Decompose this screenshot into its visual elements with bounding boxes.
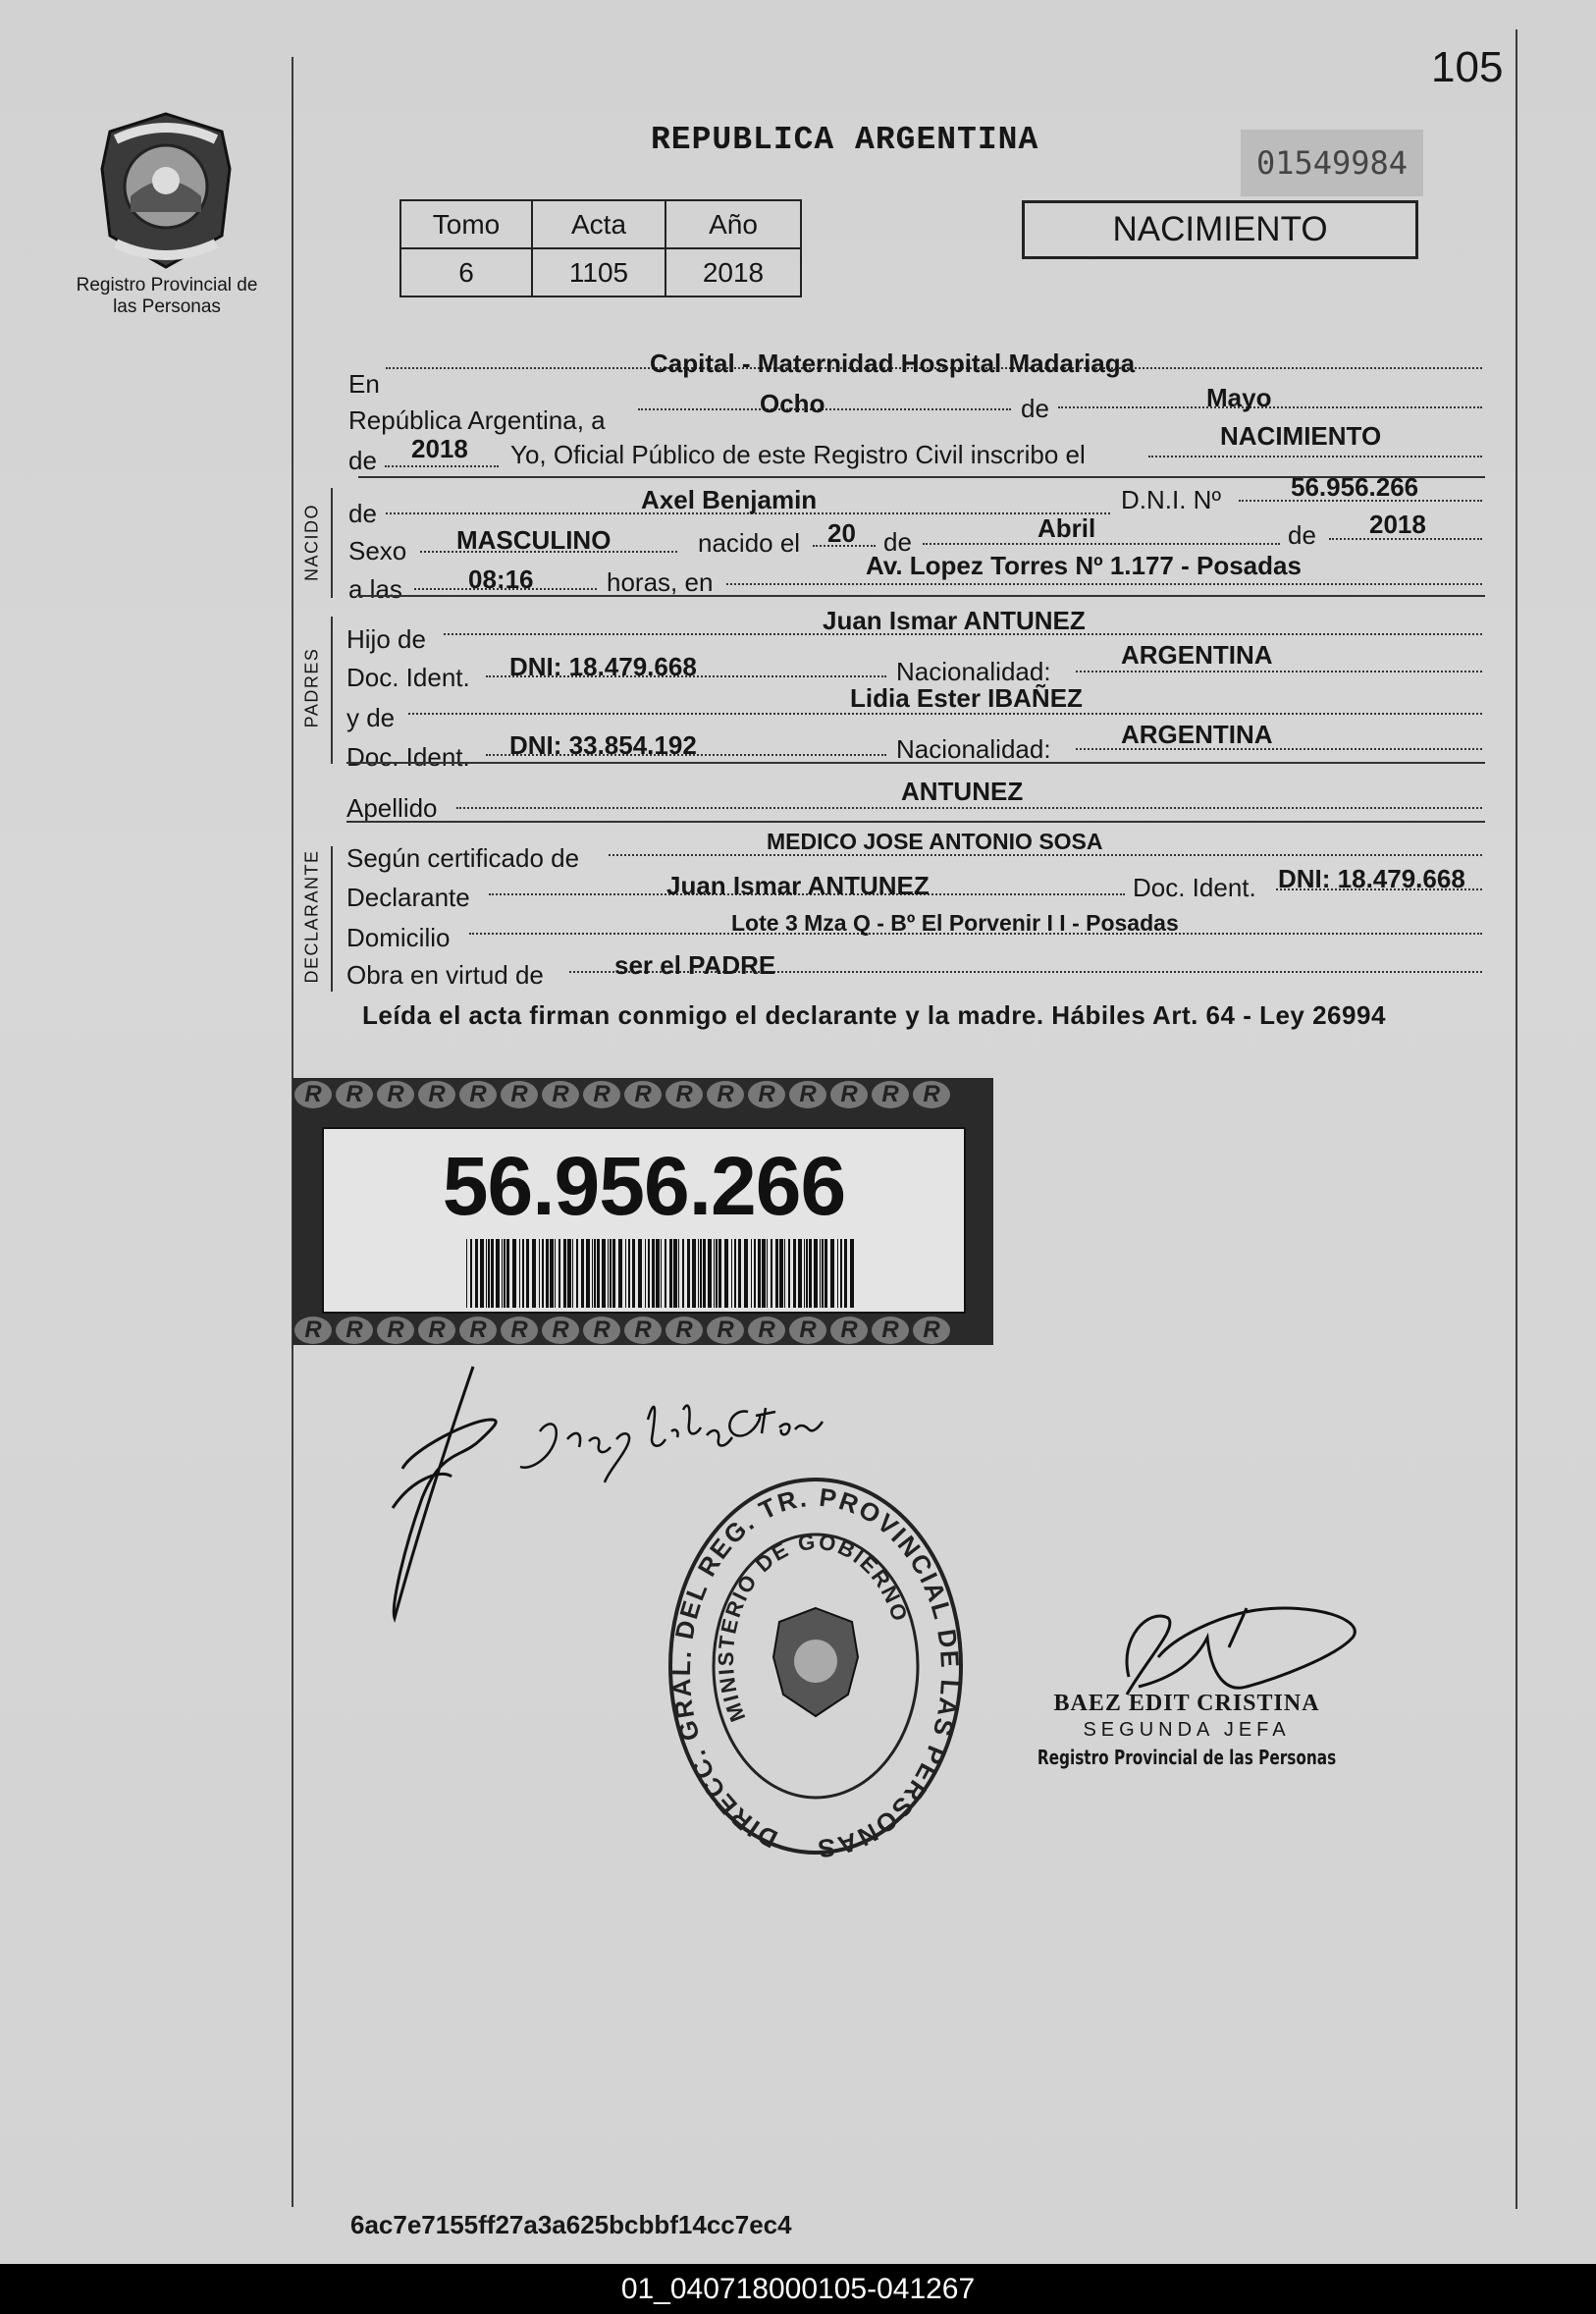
barcode-bar	[775, 1239, 778, 1308]
barcode-bar	[550, 1239, 554, 1308]
label-republica: República Argentina, a	[348, 405, 606, 435]
pattern-letter: R	[872, 1317, 909, 1344]
label-en: En	[348, 369, 380, 399]
volume-table	[399, 199, 802, 297]
barcode-bar	[822, 1239, 824, 1308]
pattern-letter: R	[418, 1317, 455, 1344]
barcode-bar	[592, 1239, 593, 1308]
label-horas-en: horas, en	[607, 567, 714, 597]
barcode-bar	[840, 1239, 842, 1308]
volume-header-acta: Acta	[532, 200, 665, 248]
pattern-letter: R	[665, 1081, 703, 1108]
barcode-bar	[804, 1239, 805, 1308]
side-label-declarante: DECLARANTE	[301, 849, 322, 984]
barcode-bar	[602, 1239, 606, 1308]
page-number: 105	[1431, 43, 1504, 91]
barcode-bar	[546, 1239, 549, 1308]
pattern-letter: R	[707, 1317, 744, 1344]
barcode-bar	[526, 1239, 529, 1308]
barcode-bar	[572, 1239, 573, 1308]
barcode-bar	[716, 1239, 718, 1308]
value-father-nationality: ARGENTINA	[1121, 640, 1273, 670]
barcode-bar	[475, 1239, 478, 1308]
barcode-bar	[809, 1239, 812, 1308]
pattern-letter: R	[913, 1317, 950, 1344]
pattern-letter: R	[872, 1081, 909, 1108]
section-bracket	[331, 488, 333, 598]
barcode-bar	[844, 1239, 847, 1308]
barcode-bar	[714, 1239, 715, 1308]
barcode-bar	[532, 1239, 536, 1308]
barcode-bar	[618, 1239, 622, 1308]
signatory-role: SEGUNDA JEFA	[1083, 1719, 1291, 1741]
right-margin-line	[1516, 29, 1517, 2209]
barcode-bar	[656, 1239, 660, 1308]
value-certificate: MEDICO JOSE ANTONIO SOSA	[767, 829, 1103, 854]
barcode-bar	[700, 1239, 702, 1308]
barcode-bar	[825, 1239, 827, 1308]
dotted-line	[1148, 456, 1482, 457]
barcode-bar	[751, 1239, 752, 1308]
barcode-bar	[555, 1239, 556, 1308]
barcode-bar	[470, 1239, 472, 1308]
section-rule	[346, 762, 1485, 764]
barcode-bar	[738, 1239, 741, 1308]
section-rule	[358, 595, 1485, 597]
barcode-bar	[648, 1239, 650, 1308]
label-obra-en-virtud: Obra en virtud de	[346, 960, 544, 990]
value-father-name: Juan Ismar ANTUNEZ	[823, 606, 1086, 635]
barcode-bar	[669, 1239, 672, 1308]
value-birth-place: Av. Lopez Torres Nº 1.177 - Posadas	[866, 551, 1302, 580]
label-nacionalidad-2: Nacionalidad:	[896, 734, 1051, 764]
scan-footer-id: 01_040718000105-041267	[0, 2264, 1596, 2314]
value-surname: ANTUNEZ	[901, 777, 1024, 806]
barcode-bar	[512, 1239, 516, 1308]
misiones-crest-icon	[96, 110, 236, 277]
barcode-bar	[542, 1239, 544, 1308]
document-title: REPUBLICA ARGENTINA	[651, 122, 1039, 158]
barcode-bar	[491, 1239, 494, 1308]
barcode-bar	[638, 1239, 642, 1308]
dotted-line	[385, 465, 499, 467]
pattern-letter: R	[459, 1317, 497, 1344]
pattern-letter: R	[336, 1081, 373, 1108]
pattern-letter: R	[583, 1317, 620, 1344]
barcode-bar	[798, 1239, 802, 1308]
label-de-year: de	[348, 446, 377, 475]
value-birth-month: Abril	[1037, 513, 1096, 543]
barcode-bar	[830, 1239, 834, 1308]
barcode-bar	[665, 1239, 666, 1308]
pattern-letter: R	[748, 1317, 785, 1344]
barcode-bar	[687, 1239, 690, 1308]
barcode-bar	[682, 1239, 684, 1308]
side-label-nacido: NACIDO	[301, 504, 322, 582]
label-doc-ident-3: Doc. Ident.	[1133, 873, 1256, 902]
barcode-bar	[567, 1239, 571, 1308]
label-apellido: Apellido	[346, 793, 438, 823]
barcode-bar	[576, 1239, 578, 1308]
barcode-bar	[734, 1239, 736, 1308]
barcode-bar	[806, 1239, 808, 1308]
pattern-letter: R	[830, 1081, 868, 1108]
label-de-name: de	[348, 499, 377, 528]
barcode-bar	[661, 1239, 662, 1308]
barcode-bar	[788, 1239, 790, 1308]
section-bracket	[331, 846, 333, 992]
pattern-letter: R	[459, 1081, 497, 1108]
closing-note: Leída el acta firman conmigo el declarante y la madre. Hábiles Art. 64 - Ley 26994	[362, 1000, 1386, 1030]
volume-header-anio: Año	[665, 200, 801, 248]
value-mother-nationality: ARGENTINA	[1121, 720, 1273, 749]
value-declarant-name: Juan Ismar ANTUNEZ	[666, 871, 930, 900]
official-stamp	[665, 1475, 966, 1864]
label-dni: D.N.I. Nº	[1121, 485, 1221, 514]
pattern-letter: R	[624, 1317, 662, 1344]
pattern-letter: R	[336, 1317, 373, 1344]
section-rule	[346, 821, 1485, 823]
dni-sticker-number: 56.956.266	[442, 1140, 846, 1232]
label-nacido-el: nacido el	[698, 528, 801, 558]
value-declarant-doc: DNI: 18.479.668	[1278, 864, 1465, 893]
label-nacionalidad-1: Nacionalidad:	[896, 657, 1051, 686]
barcode-bar	[486, 1239, 487, 1308]
barcode-bar	[522, 1239, 524, 1308]
dotted-line	[923, 543, 1280, 545]
barcode-bar	[597, 1239, 600, 1308]
pattern-letter: R	[748, 1081, 785, 1108]
barcode-bar	[504, 1239, 505, 1308]
barcode-bar	[632, 1239, 635, 1308]
value-mother-name: Lidia Ester IBAÑEZ	[850, 683, 1083, 713]
signatory-block	[1011, 1691, 1362, 1769]
barcode-bar	[563, 1239, 566, 1308]
barcode-bar	[692, 1239, 696, 1308]
label-declarante: Declarante	[346, 883, 470, 912]
value-address: Lote 3 Mza Q - Bº El Porvenir I I - Posadas	[731, 910, 1179, 936]
label-hijo-de: Hijo de	[346, 624, 426, 654]
value-registration-month: Mayo	[1206, 383, 1272, 412]
barcode-bar	[625, 1239, 626, 1308]
barcode-bar	[612, 1239, 615, 1308]
value-birth-year: 2018	[1369, 510, 1426, 539]
volume-header-tomo: Tomo	[400, 200, 532, 248]
document-type-box: NACIMIENTO	[1022, 200, 1418, 259]
pattern-letter: R	[830, 1317, 868, 1344]
pattern-letter: R	[789, 1081, 826, 1108]
barcode-bar	[496, 1239, 500, 1308]
stamp-inner-text: MINISTERIO DE GOBIERNO	[713, 1529, 914, 1726]
barcode-bar	[784, 1239, 785, 1308]
value-act-type: NACIMIENTO	[1220, 421, 1382, 451]
pattern-letter: R	[418, 1081, 455, 1108]
label-de: de	[1021, 394, 1049, 423]
signatory-name: BAEZ EDIT CRISTINA	[1053, 1691, 1320, 1716]
barcode-bar	[779, 1239, 783, 1308]
dotted-line	[456, 807, 1482, 809]
barcode-bar	[502, 1239, 503, 1308]
pattern-letter: R	[789, 1317, 826, 1344]
barcode-bar	[837, 1239, 838, 1308]
volume-value-tomo: 6	[400, 248, 532, 296]
barcode-bar	[744, 1239, 748, 1308]
value-birth-day: 20	[827, 518, 856, 548]
barcode-bar	[703, 1239, 706, 1308]
section-bracket	[331, 617, 333, 764]
label-y-de: y de	[346, 703, 396, 732]
barcode-bar	[731, 1239, 732, 1308]
security-pattern-top	[293, 1078, 993, 1111]
pattern-letter: R	[294, 1081, 332, 1108]
barcode-bar	[488, 1239, 490, 1308]
barcode-bar	[708, 1239, 712, 1308]
barcode-bar	[610, 1239, 612, 1308]
pattern-letter: R	[624, 1081, 662, 1108]
barcode-bar	[559, 1239, 560, 1308]
barcode-bar	[767, 1239, 768, 1308]
pattern-letter: R	[377, 1317, 414, 1344]
value-mother-doc: DNI: 33.854.192	[509, 730, 697, 760]
barcode-bar	[850, 1239, 854, 1308]
barcode-bar	[718, 1239, 721, 1308]
barcode-icon	[466, 1239, 855, 1308]
pattern-letter: R	[707, 1081, 744, 1108]
pattern-letter: R	[542, 1317, 579, 1344]
barcode-bar	[581, 1239, 584, 1308]
label-de-day: de	[883, 527, 912, 557]
dotted-line	[1276, 888, 1482, 890]
side-label-padres: PADRES	[301, 647, 322, 728]
dotted-line	[726, 583, 1482, 585]
barcode-bar	[762, 1239, 766, 1308]
barcode-bar	[771, 1239, 772, 1308]
barcode-bar	[645, 1239, 646, 1308]
barcode-bar	[698, 1239, 699, 1308]
label-domicilio: Domicilio	[346, 923, 451, 952]
signatory-office: Registro Provincial de las Personas	[1037, 1746, 1337, 1769]
volume-value-anio: 2018	[665, 248, 801, 296]
barcode-bar	[628, 1239, 630, 1308]
pattern-letter: R	[294, 1317, 332, 1344]
label-a-las: a las	[348, 574, 402, 604]
barcode-bar	[652, 1239, 655, 1308]
dotted-line	[1076, 671, 1482, 673]
label-segun-certificado: Según certificado de	[346, 843, 580, 873]
security-pattern-bottom	[293, 1314, 993, 1347]
value-basis: ser el PADRE	[614, 950, 776, 980]
barcode-bar	[793, 1239, 796, 1308]
pattern-letter: R	[377, 1081, 414, 1108]
pattern-letter: R	[583, 1081, 620, 1108]
value-sex: MASCULINO	[456, 525, 612, 555]
value-place: Capital - Maternidad Hospital Madariaga	[650, 349, 1136, 378]
barcode-bar	[466, 1239, 467, 1308]
pattern-letter: R	[913, 1081, 950, 1108]
document-hash: 6ac7e7155ff27a3a625bcbbf14cc7ec4	[350, 2210, 792, 2239]
barcode-bar	[724, 1239, 728, 1308]
barcode-bar	[608, 1239, 609, 1308]
barcode-bar	[678, 1239, 679, 1308]
barcode-bar	[814, 1239, 818, 1308]
dni-sticker-panel	[322, 1127, 966, 1314]
barcode-bar	[594, 1239, 596, 1308]
pattern-letter: R	[665, 1317, 703, 1344]
pattern-letter: R	[542, 1081, 579, 1108]
label-oficial: Yo, Oficial Público de este Registro Civil inscribo el	[510, 440, 1086, 469]
value-registration-year: 2018	[411, 434, 468, 463]
label-sexo: Sexo	[348, 536, 407, 565]
barcode-bar	[539, 1239, 540, 1308]
stamp-outer-text: DIRECC. GRAL. DEL REG. TR. PROVINCIAL DE LAS PERSONAS	[665, 1481, 966, 1864]
barcode-bar	[506, 1239, 509, 1308]
barcode-bar	[754, 1239, 756, 1308]
value-registration-day: Ocho	[760, 389, 825, 418]
dni-sticker	[293, 1078, 993, 1345]
value-child-dni: 56.956.266	[1291, 472, 1419, 502]
barcode-bar	[519, 1239, 520, 1308]
registry-caption: Registro Provincial de las Personas	[76, 275, 258, 317]
volume-value-acta: 1105	[532, 248, 665, 296]
pattern-letter: R	[501, 1317, 538, 1344]
serial-number: 01549984	[1241, 130, 1423, 196]
label-doc-ident-2: Doc. Ident.	[346, 742, 470, 772]
barcode-bar	[758, 1239, 761, 1308]
value-child-name: Axel Benjamin	[641, 485, 818, 514]
label-de-month: de	[1288, 520, 1316, 550]
barcode-bar	[586, 1239, 590, 1308]
barcode-bar	[673, 1239, 677, 1308]
barcode-bar	[820, 1239, 821, 1308]
value-father-doc: DNI: 18.479.668	[509, 652, 697, 681]
pattern-letter: R	[501, 1081, 538, 1108]
label-doc-ident-1: Doc. Ident.	[346, 663, 470, 692]
barcode-bar	[480, 1239, 484, 1308]
value-birth-time: 08:16	[468, 565, 534, 594]
